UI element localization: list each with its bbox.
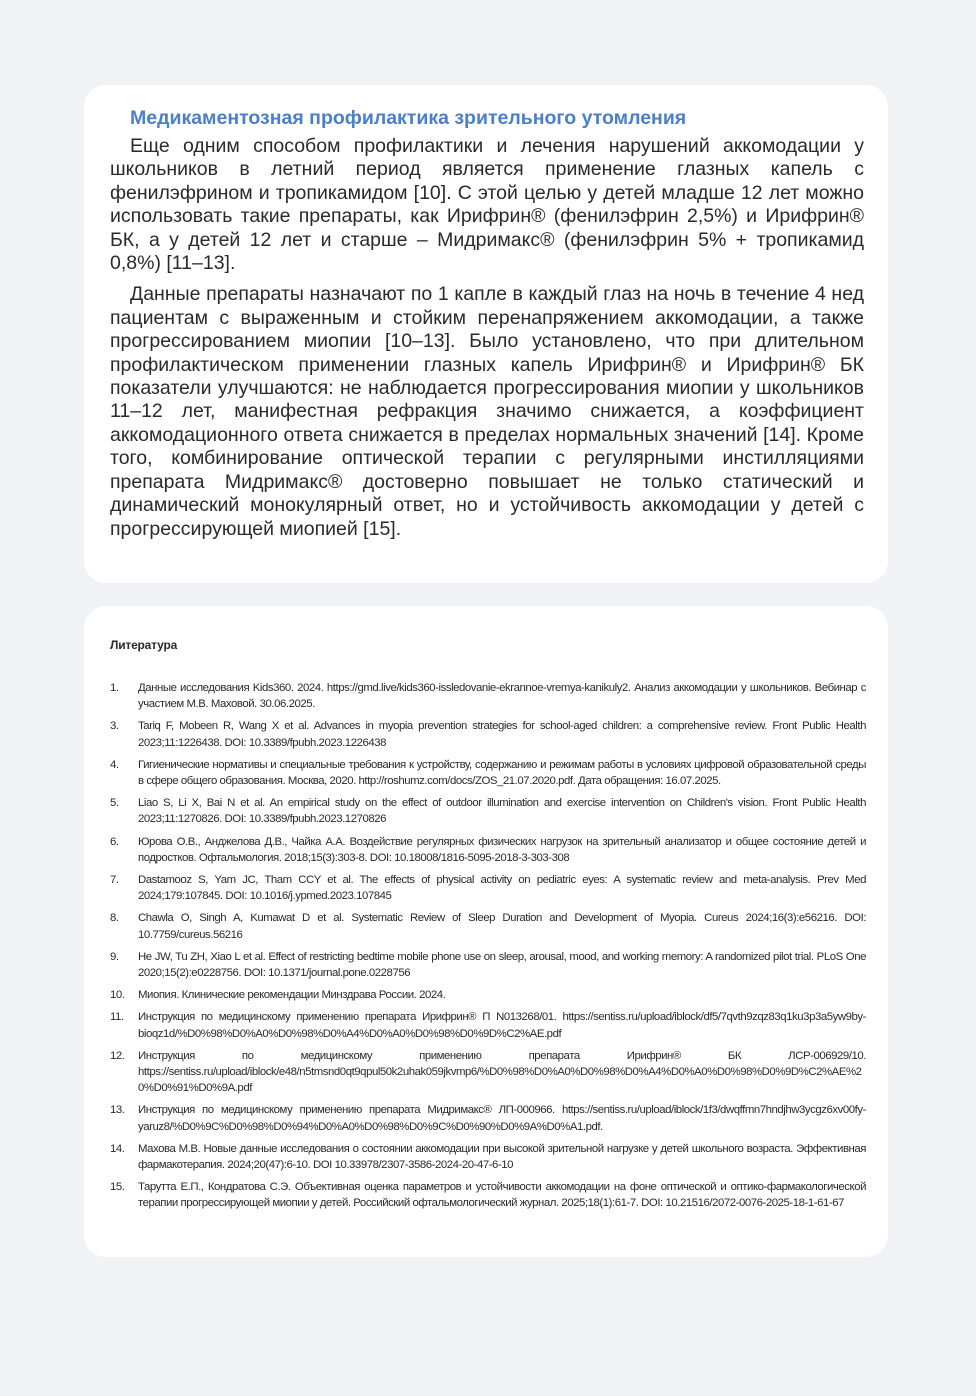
reference-item — [110, 987, 866, 1003]
article-section-card — [84, 85, 888, 583]
references-list — [110, 680, 866, 1212]
reference-text: Dastamooz S, Yam JC, Tham CCY et al. The effects of physical activity on pediatric eyes: A systematic review and meta-analysis. Prev Med 2024;179:107845. DOI: 10.1016/j.ypmed.2023.107845 — [138, 874, 866, 903]
reference-text: Инструкция по медицинскому применению препарата Ирифрин® П N013268/01. https://sentiss.ru/upload/iblock/df5/7qvth9zqz83q1ku3p3a5yw9by-bioqz1d/%D0%98%D0%A0%D0%98%D0%A4%D0%A0%D0%98%D0%9D%C2%AE.pdf — [138, 1011, 866, 1040]
reference-text: Инструкция по медицинскому применению препарата Ирифрин® БК ЛСР-006929/10. https://sentiss.ru/upload/iblock/e48/n5tmsnd0qt9qpul50k2uhak059jkvmp6/%D0%98%D0%A0%D0%98%D0%A4%D0%A0%D0%98%D0%9D%C2%AE%20%D0%91%D0%9A.pdf — [138, 1049, 866, 1095]
reference-text: Юрова О.В., Анджелова Д.В., Чайка А.А. Воздействие регулярных физических нагрузок на зрительный анализатор и общее состояние детей и подростков. Офтальмология. 2018;15(3):303-8. DOI: 10.18008/1816-5095-2018-3-303-308 — [138, 835, 866, 864]
reference-item — [110, 1179, 866, 1211]
reference-number: 6. — [110, 835, 119, 848]
reference-item — [110, 834, 866, 866]
reference-number: 14. — [110, 1142, 125, 1155]
reference-item — [110, 680, 866, 712]
reference-item — [110, 910, 866, 942]
reference-item — [110, 1009, 866, 1041]
reference-text: Liao S, Li X, Bai N et al. An empirical study on the effect of outdoor illumination and exercise intervention on Children's vision. Front Public Health 2023;11:1270826. DOI: 10.3389/fpubh.2023.1270826 — [138, 797, 866, 826]
reference-number: 3. — [110, 720, 119, 733]
reference-text: Миопия. Клинические рекомендации Минздрава России. 2024. — [138, 989, 446, 1002]
reference-text: Тарутта Е.П., Кондратова С.Э. Объективная оценка параметров и устойчивости аккомодации на фоне оптической и оптико-фармакологической терапии прогрессирующей миопии у детей. Российский офтальмологический журнал. 2025;18(1):61-7. DOI: 10.21516/2072-0076-2025-18-1-61-67 — [138, 1181, 866, 1210]
body-paragraph: Еще одним способом профилактики и лечения нарушений аккомодации у школьников в летний период является применение глазных капель с фенилэфрином и тропикамидом [10]. С этой целью у детей младше 12 лет можно использовать такие препараты, как Ирифрин® (фенилэфрин 2,5%) и Ирифрин® БК, а у детей 12 лет и старше – Мидримакс® (фенилэфрин 5% + тропикамид 0,8%) [11–13]. — [110, 135, 864, 275]
reference-number: 10. — [110, 989, 125, 1002]
reference-item — [110, 1141, 866, 1173]
reference-item — [110, 949, 866, 981]
body-paragraph: Данные препараты назначают по 1 капле в каждый глаз на ночь в течение 4 нед пациентам с выраженным и стойким перенапряжением аккомодации, а также прогрессированием миопии [10–13]. Было установлено, что при длительном профилактическом применении глазных капель Ирифрин® и Ирифрин® БК показатели улучшаются: не наблюдается прогрессирования миопии у школьников 11–12 лет, манифестная рефракция значимо снижается, а коэффициент аккомодационного ответа снижается в пределах нормальных значений [14]. Кроме того, комбинирование оптической терапии с регулярными инстилляциями препарата Мидримакс® достоверно повышает не только статический и динамический монокулярный ответ, но и устойчивость аккомодации у детей с прогрессирующей миопией [15]. — [110, 283, 864, 540]
reference-text: He JW, Tu ZH, Xiao L et al. Effect of restricting bedtime mobile phone use on sleep, arousal, mood, and working memory: A randomized pilot trial. PLoS One 2020;15(2):e0228756. DOI: 10.1371/journal.pone.0228756 — [138, 950, 866, 980]
reference-text: Гигиенические нормативы и специальные требования к устройству, содержанию и режимам работы в условиях цифровой образовательной среды в сфере общего образования. Москва, 2020. http://roshumz.com/docs/ZOS_21.07.2020.pdf. Дата обращения: 16.07.2025. — [138, 758, 866, 788]
reference-item — [110, 757, 866, 789]
reference-number: 1. — [110, 682, 119, 694]
reference-text: Данные исследования Kids360. 2024. https://gmd.live/kids360-issledovanie-ekrannoe-vremya-kanikuly2. Анализ аккомодации у школьников. Вебинар с участием М.В. Маховой. 30.06.2025. — [138, 682, 866, 711]
reference-text: Инструкция по медицинскому применению препарата Мидримакс® ЛП-000966. https://sentiss.ru/upload/iblock/1f3/dwqffmn7hndjhw3ycgz6xv00fy-yaruz8/%D0%9C%D0%98%D0%94%D0%A0%D0%98%D0%9C%D0%90%D0%9A%D0%A1.pdf. — [138, 1104, 866, 1133]
reference-text: Chawla O, Singh A, Kumawat D et al. Systematic Review of Sleep Duration and Development of Myopia. Cureus 2024;16(3):e56216. DOI: 10.7759/cureus.56216 — [138, 912, 866, 941]
reference-number: 8. — [110, 912, 119, 925]
references-heading: Литература — [110, 638, 178, 652]
section-heading: Медикаментозная профилактика зрительного утомления — [130, 107, 687, 129]
reference-text: Махова М.В. Новые данные исследования о состоянии аккомодации при высокой зрительной нагрузке у детей школьного возраста. Эффективная фармакотерапия. 2024;20(47):6-10. DOI 10.33978/2307-3586-2024-20-47-6-10 — [138, 1142, 866, 1172]
reference-number: 9. — [110, 950, 119, 963]
reference-number: 12. — [110, 1049, 125, 1062]
reference-number: 4. — [110, 758, 119, 771]
reference-item — [110, 795, 866, 827]
reference-item — [110, 718, 866, 750]
reference-number: 13. — [110, 1104, 125, 1117]
reference-item — [110, 872, 866, 904]
reference-number: 15. — [110, 1181, 125, 1194]
reference-number: 11. — [110, 1011, 124, 1024]
reference-item — [110, 1048, 866, 1097]
reference-number: 7. — [110, 874, 119, 887]
references-card — [84, 606, 888, 1257]
reference-number: 5. — [110, 797, 119, 810]
reference-item — [110, 1102, 866, 1134]
reference-text: Tariq F, Mobeen R, Wang X et al. Advances in myopia prevention strategies for school-aged children: a comprehensive review. Front Public Health 2023;11:1226438. DOI: 10.3389/fpubh.2023.1226438 — [138, 720, 866, 749]
